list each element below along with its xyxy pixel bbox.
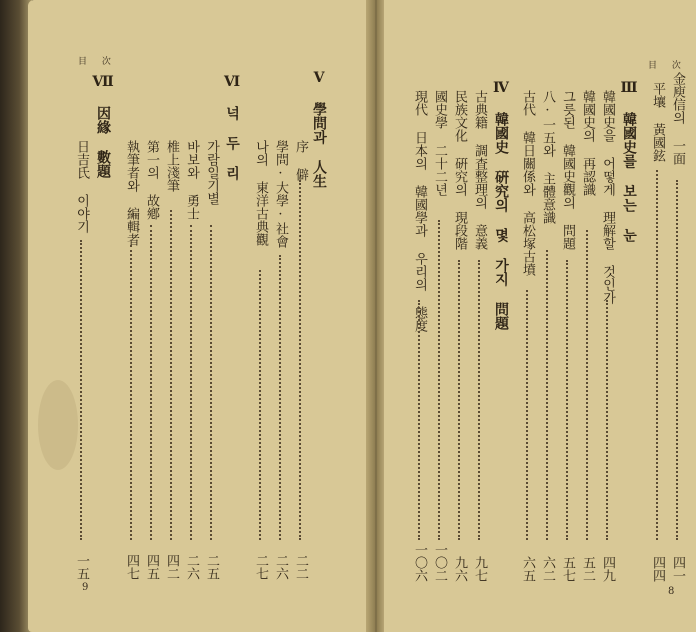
toc-entry: 古典籍 調査整理의 意義 九七 — [472, 90, 487, 582]
page-number: 9 — [82, 582, 89, 593]
toc-entry: 古代 韓日關係와 高松塚古墳 六五 — [520, 90, 535, 582]
toc-section-vii: Ⅶ 因緣 數題 — [95, 74, 111, 178]
page-number: 8 — [668, 586, 675, 597]
toc-entry: 韓國史을 어떻게 理解할 것인가 四九 — [600, 90, 615, 582]
toc-entry: 第一의 故鄕 四五 — [144, 140, 159, 580]
toc-entry: 그릇된 韓國史觀의 問題 五七 — [560, 90, 575, 582]
leader-dots — [526, 290, 530, 540]
toc-entry: 가람일기별 二五 — [204, 140, 219, 580]
page-header: 目 次 — [78, 57, 117, 67]
leader-dots — [566, 260, 570, 540]
leader-dots — [130, 245, 134, 540]
leader-dots — [190, 225, 194, 540]
toc-entry: 金庾信의 一面 四一 — [670, 72, 685, 582]
toc-section-iv: Ⅳ 韓國史 硏究의 몇 가지 問題 — [493, 80, 509, 330]
leader-dots — [259, 270, 263, 540]
leader-dots — [210, 225, 214, 540]
toc-section-iii: Ⅲ 韓國史를 보는 눈 — [621, 80, 637, 242]
leader-dots — [418, 300, 422, 540]
toc-entry: 國史學 二十二년 一〇二 — [432, 90, 447, 582]
leader-dots — [546, 250, 550, 540]
toc-entry: 八·一五와 主體意識 六二 — [540, 90, 555, 582]
leader-dots — [438, 220, 442, 540]
toc-entry: 民族文化 硏究의 現段階 九六 — [452, 90, 467, 582]
toc-section-vi: Ⅵ 넉 두 리 — [224, 74, 240, 180]
leader-dots — [478, 260, 482, 540]
leader-dots — [299, 180, 303, 540]
leader-dots — [80, 240, 84, 540]
book-gutter — [366, 0, 386, 632]
leader-dots — [458, 260, 462, 540]
toc-entry: 執筆者와 編輯者 四七 — [124, 140, 139, 580]
left-page — [28, 0, 368, 632]
toc-entry: 平壤 黃國鉉 四四 — [650, 82, 665, 582]
leader-dots — [606, 300, 610, 540]
leader-dots — [170, 210, 174, 540]
leader-dots — [586, 230, 590, 540]
page-header: 目 次 — [648, 61, 687, 71]
toc-entry: 韓國史의 再認識 五二 — [580, 90, 595, 582]
toc-entry: 椎上淺筆 四二 — [164, 140, 179, 580]
toc-entry: 現代 日本의 韓國學과 우리의 態度 一〇六 — [412, 90, 427, 582]
toc-entry: 學問·大學·社會 二六 — [273, 140, 288, 580]
leader-dots — [676, 180, 680, 540]
toc-entry: 日吉氏 이야기 一五 — [74, 140, 89, 580]
toc-entry: 나의 東洋古典觀 二七 — [253, 140, 268, 580]
toc-entry: 序 僻 二二 — [293, 140, 308, 580]
toc-entry: 바보와 勇士 二六 — [184, 140, 199, 580]
paper-stain — [38, 380, 78, 470]
leader-dots — [150, 225, 154, 540]
leader-dots — [656, 170, 660, 540]
right-page — [384, 0, 696, 632]
toc-section-v: Ⅴ 學問과 人生 — [311, 70, 327, 188]
leader-dots — [279, 255, 283, 540]
